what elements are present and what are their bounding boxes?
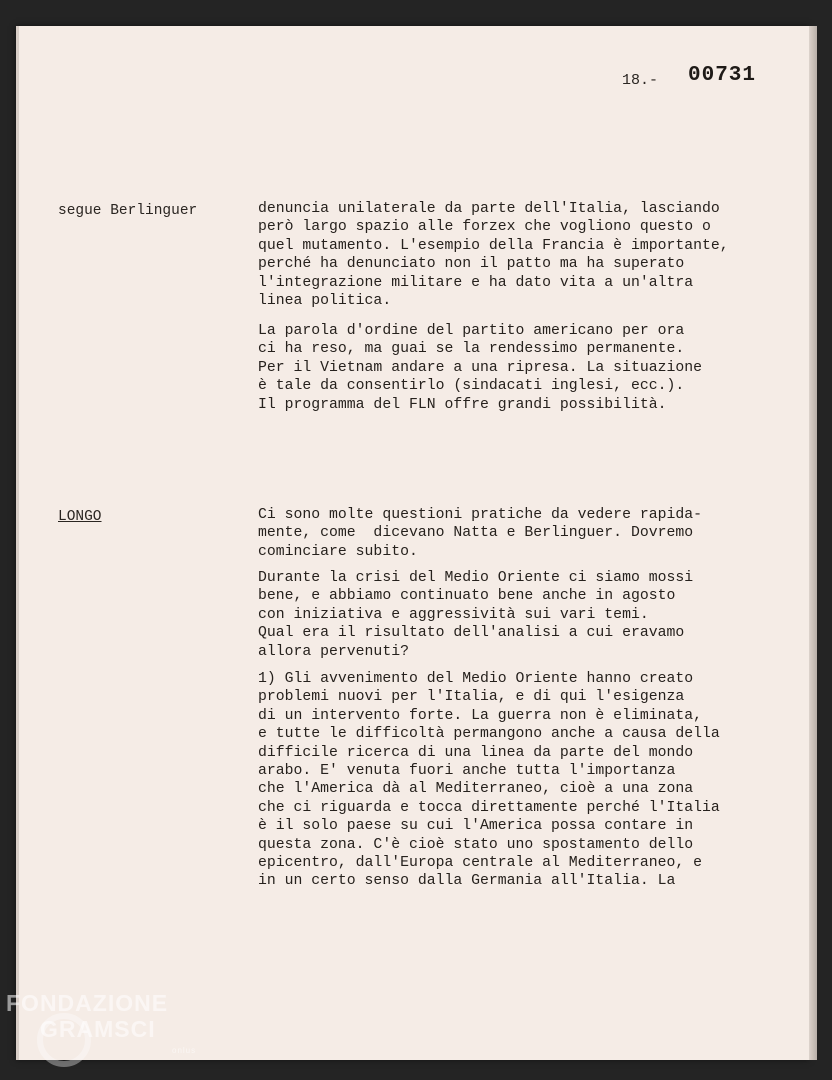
paragraph: Durante la crisi del Medio Oriente ci siamo mossi bene, e abbiamo continuato bene anche in agosto con iniziativa e aggressività sui vari temi. Qual era il risultato dell'analisi a cui eravamo allora pervenuti? bbox=[258, 570, 694, 660]
watermark-sub: onlus bbox=[172, 1046, 197, 1055]
watermark-line1: FONDAZIONE bbox=[6, 990, 169, 1016]
page-number: 18.- bbox=[622, 72, 659, 89]
document-number: 00731 bbox=[688, 64, 757, 87]
speaker-label-berlinguer: segue Berlinguer bbox=[58, 203, 198, 219]
speaker-label-longo: LONGO bbox=[58, 509, 102, 525]
paragraph: 1) Gli avvenimento del Medio Oriente hanno creato problemi nuovi per l'Italia, e di qui l'esigenza di un intervento forte. La guerra non è eliminata, e tutte le difficoltà permangono anche a causa della difficile ricerca di una linea da parte del mondo arabo. E' venuta fuori anche tutta l'importanza che l'America dà al Mediterraneo, cioè a una zona che ci riguarda e tocca direttamente perché l'Italia è il solo paese su cui l'America possa contare in questa zona. C'è cioè stato uno spostamento dello epicentro, dall'Europa centrale al Mediterraneo, e in un certo senso dalla Germania all'Italia. La bbox=[258, 671, 720, 890]
watermark-logo bbox=[4, 990, 234, 1080]
paragraph: denuncia unilaterale da parte dell'Italia, lasciando però largo spazio alle forzex che vogliono questo o quel mutamento. L'esempio della Francia è importante, perché ha denunciato non il patto ma ha superato l'integrazione militare e ha dato vita a un'altra linea politica. bbox=[258, 201, 729, 310]
page-edge bbox=[809, 26, 817, 1060]
paragraph: Ci sono molte questioni pratiche da vedere rapida- mente, come dicevano Natta e Berlinguer. Dovremo cominciare subito. bbox=[258, 507, 702, 560]
watermark-line2: GRAMSCI bbox=[40, 1016, 156, 1042]
paragraph: La parola d'ordine del partito americano per ora ci ha reso, ma guai se la rendessimo permanente. Per il Vietnam andare a una ripresa. La situazione è tale da consentirlo (sindacati inglesi, ecc.). Il programma del FLN offre grandi possibilità. bbox=[258, 323, 702, 413]
